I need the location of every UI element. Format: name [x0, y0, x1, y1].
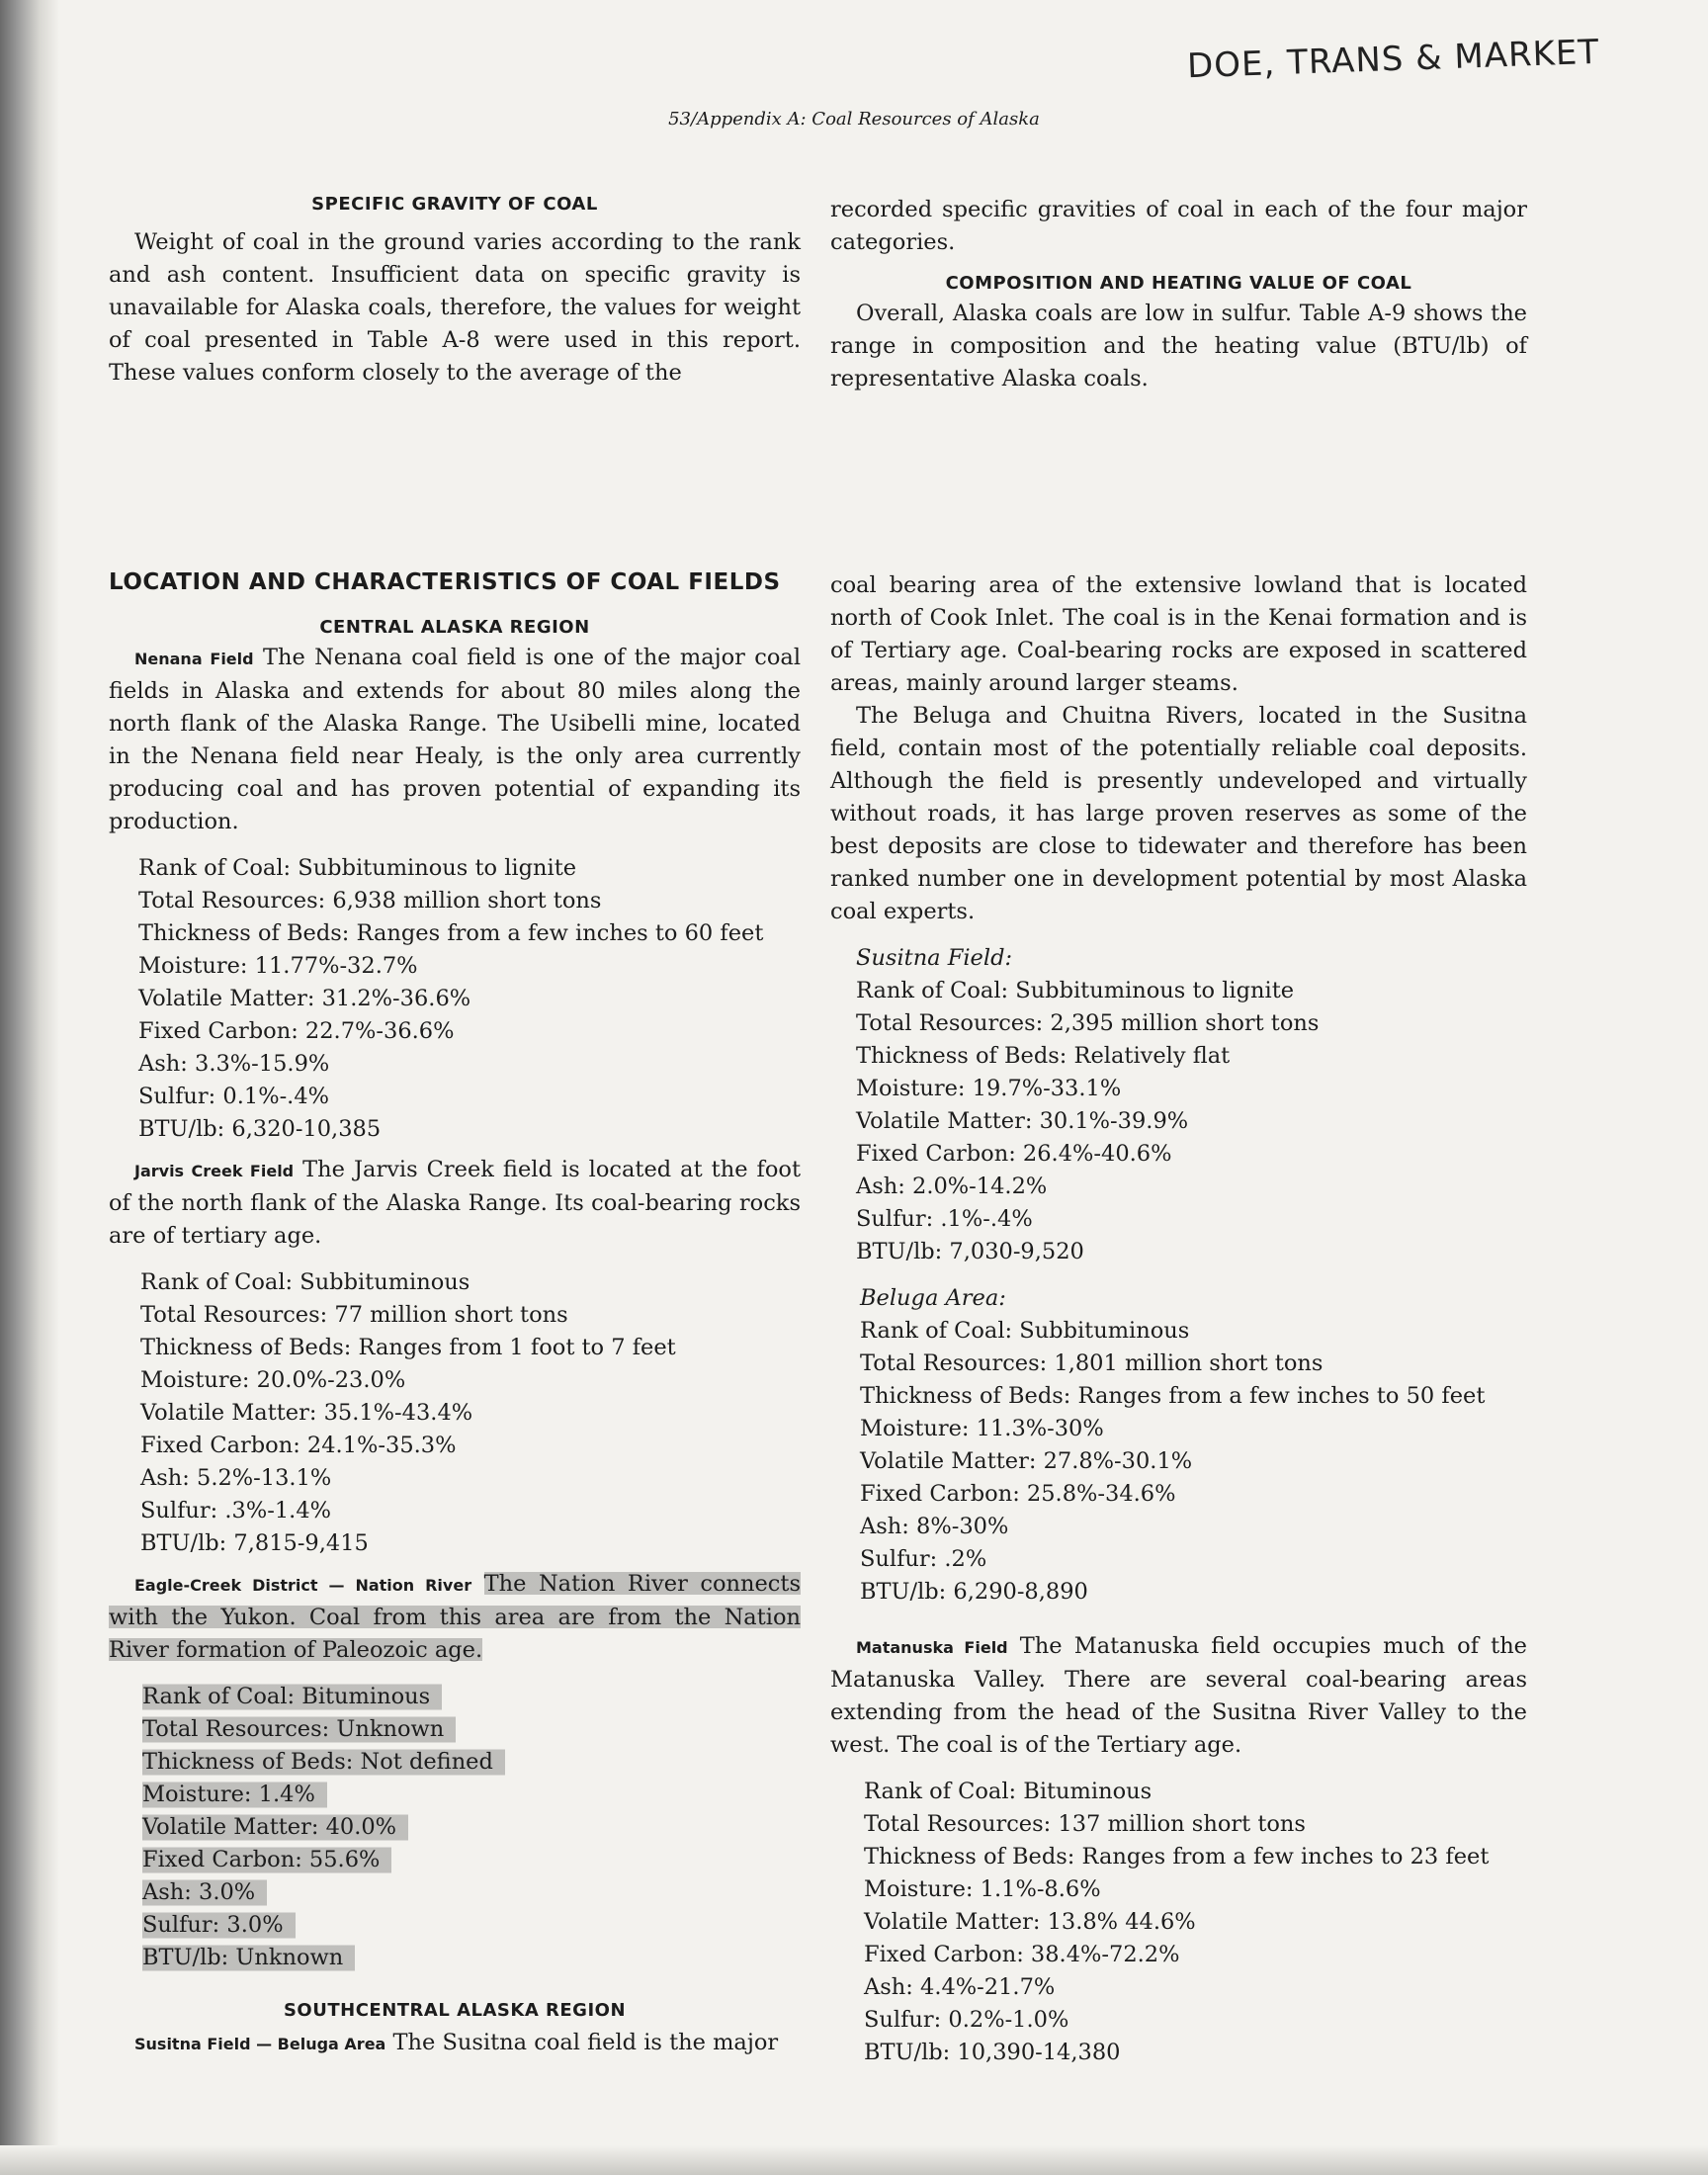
eagle-text: The Nation River connects with the Yukon. Coal from this area are from the Nation River formation of Paleozoic age.	[109, 1571, 802, 1663]
running-head: 53/Appendix A: Coal Resources of Alaska	[668, 109, 1040, 130]
matanuska-runin: Matanuska Field	[856, 1638, 1008, 1657]
list-item: Thickness of Beds: Not defined	[142, 1746, 801, 1779]
list-item: Total Resources: 1,801 million short tons	[860, 1350, 1324, 1376]
list-item: Rank of Coal: Subbituminous	[860, 1318, 1190, 1344]
susitna-intro-paragraph	[109, 2027, 801, 2060]
eagle-paragraph	[109, 1568, 801, 1667]
susitna-data-list	[856, 975, 1527, 1268]
list-item: BTU/lb: Unknown	[142, 1942, 801, 1974]
susitna-runin: Susitna Field — Beluga Area	[134, 2035, 386, 2053]
location-heading: LOCATION AND CHARACTERISTICS OF COAL FIELDS	[109, 569, 781, 595]
list-item: Thickness of Beds: Ranges from a few inches to 50 feet	[860, 1383, 1486, 1409]
list-item: Sulfur: 0.1%-.4%	[138, 1084, 330, 1109]
list-item: Thickness of Beds: Ranges from a few inches to 23 feet	[864, 1844, 1490, 1870]
list-item: Thickness of Beds: Ranges from 1 foot to 7 feet	[140, 1335, 676, 1360]
list-item: BTU/lb: 7,030-9,520	[856, 1239, 1084, 1264]
list-item: Thickness of Beds: Relatively flat	[856, 1043, 1231, 1069]
list-item: Moisture: 1.4%	[142, 1779, 801, 1811]
list-item: BTU/lb: 6,290-8,890	[860, 1579, 1088, 1605]
composition-paragraph: Overall, Alaska coals are low in sulfur. Table A-9 shows the range in composition and the heating value (BTU/lb) of representative Alaska coals.	[830, 301, 1527, 392]
beluga-area-title: Beluga Area:	[860, 1285, 1006, 1311]
specific-gravity-paragraph-continued: recorded specific gravities of coal in each of the four major categories.	[830, 197, 1527, 255]
nenana-runin: Nenana Field	[134, 650, 254, 668]
list-item: Volatile Matter: 31.2%-36.6%	[138, 986, 471, 1011]
list-item: Fixed Carbon: 55.6%	[142, 1844, 801, 1876]
list-item: Volatile Matter: 40.0%	[142, 1811, 801, 1844]
nenana-data-list	[138, 852, 801, 1146]
composition-heading: COMPOSITION AND HEATING VALUE OF COAL	[945, 273, 1412, 294]
list-item: Ash: 5.2%-13.1%	[140, 1465, 332, 1491]
list-item: Ash: 8%-30%	[860, 1514, 1009, 1539]
page-bottom-edge	[0, 2145, 1708, 2175]
list-item: BTU/lb: 6,320-10,385	[138, 1116, 382, 1142]
list-item: Fixed Carbon: 24.1%-35.3%	[140, 1433, 457, 1458]
handwritten-annotation: DOE, TRANS & MARKET	[1186, 32, 1600, 87]
jarvis-data-list	[140, 1266, 801, 1560]
list-item: Total Resources: Unknown	[142, 1713, 801, 1746]
list-item: Rank of Coal: Bituminous	[864, 1779, 1153, 1804]
beluga-chuitna-paragraph: The Beluga and Chuitna Rivers, located in the Susitna field, contain most of the potentially reliable coal deposits. Although the field is presently undeveloped and virtually without roads, it has large proven reserves as some of the best deposits are close to tidewater and therefore has been ranked number one in development potential by most Alaska coal experts.	[830, 703, 1527, 924]
list-item: Total Resources: 6,938 million short tons	[138, 888, 602, 914]
list-item: Moisture: 1.1%-8.6%	[864, 1876, 1101, 1902]
eagle-runin: Eagle-Creek District — Nation River	[134, 1576, 472, 1595]
list-item: Rank of Coal: Bituminous	[142, 1681, 801, 1713]
jarvis-runin: Jarvis Creek Field	[134, 1162, 295, 1180]
list-item: Total Resources: 137 million short tons	[864, 1811, 1306, 1837]
specific-gravity-section	[109, 194, 801, 390]
list-item: Fixed Carbon: 22.7%-36.6%	[138, 1018, 455, 1044]
list-item: Fixed Carbon: 26.4%-40.6%	[856, 1141, 1172, 1167]
list-item: Fixed Carbon: 25.8%-34.6%	[860, 1481, 1176, 1507]
list-item: Sulfur: .1%-.4%	[856, 1206, 1033, 1232]
specific-gravity-continued	[830, 194, 1527, 395]
list-item: Rank of Coal: Subbituminous to lignite	[138, 855, 577, 881]
list-item: Fixed Carbon: 38.4%-72.2%	[864, 1942, 1180, 1967]
list-item: Volatile Matter: 27.8%-30.1%	[860, 1448, 1193, 1474]
list-item: Moisture: 11.3%-30%	[860, 1416, 1104, 1441]
list-item: Sulfur: 0.2%-1.0%	[864, 2007, 1069, 2033]
list-item: Rank of Coal: Subbituminous	[140, 1269, 470, 1295]
specific-gravity-heading: SPECIFIC GRAVITY OF COAL	[311, 194, 598, 215]
list-item: Ash: 3.0%	[142, 1876, 801, 1909]
susitna-intro-text: The Susitna coal field is the major	[392, 2030, 779, 2055]
list-item: Volatile Matter: 35.1%-43.4%	[140, 1400, 473, 1426]
list-item: Ash: 3.3%-15.9%	[138, 1051, 330, 1077]
location-section-left	[109, 569, 801, 2060]
list-item: Sulfur: .2%	[860, 1546, 987, 1572]
list-item: Sulfur: .3%-1.4%	[140, 1498, 332, 1523]
list-item: Moisture: 19.7%-33.1%	[856, 1076, 1122, 1101]
list-item: Moisture: 11.77%-32.7%	[138, 953, 418, 979]
list-item: BTU/lb: 7,815-9,415	[140, 1530, 369, 1556]
matanuska-text: The Matanuska field occupies much of the Matanuska Valley. There are several coal-bearing areas extending from the head of the Susitna River Valley to the west. The coal is of the Tertiary age.	[830, 1633, 1527, 1758]
eagle-data-list	[142, 1681, 801, 1974]
specific-gravity-paragraph: Weight of coal in the ground varies according to the rank and ash content. Insufficient data on specific gravity is unavailable for Alaska coals, therefore, the values for weight of coal presented in Table A-8 were used in this report. These values conform closely to the average of the	[109, 229, 801, 386]
jarvis-text: The Jarvis Creek field is located at the foot of the north flank of the Alaska Range. Its coal-bearing rocks are of tertiary age.	[109, 1157, 801, 1249]
central-region-heading: CENTRAL ALASKA REGION	[319, 617, 590, 638]
jarvis-paragraph	[109, 1154, 801, 1253]
southcentral-region-heading: SOUTHCENTRAL ALASKA REGION	[283, 2000, 627, 2021]
list-item: Volatile Matter: 13.8% 44.6%	[864, 1909, 1196, 1935]
susitna-field-title: Susitna Field:	[856, 945, 1013, 971]
location-section-right	[830, 569, 1527, 2069]
nenana-text: The Nenana coal field is one of the major coal fields in Alaska and extends for about 80 miles along the north flank of the Alaska Range. The Usibelli mine, located in the Nenana field near Healy, is the only area currently producing coal and has proven potential of expanding its production.	[109, 645, 802, 834]
list-item: Total Resources: 77 million short tons	[140, 1302, 568, 1328]
beluga-data-list	[860, 1315, 1527, 1609]
matanuska-paragraph	[830, 1630, 1527, 1762]
matanuska-data-list	[864, 1776, 1527, 2069]
list-item: Ash: 2.0%-14.2%	[856, 1174, 1048, 1199]
list-item: BTU/lb: 10,390-14,380	[864, 2040, 1121, 2065]
list-item: Thickness of Beds: Ranges from a few inches to 60 feet	[138, 920, 764, 946]
list-item: Moisture: 20.0%-23.0%	[140, 1367, 406, 1393]
list-item: Volatile Matter: 30.1%-39.9%	[856, 1108, 1189, 1134]
list-item: Rank of Coal: Subbituminous to lignite	[856, 978, 1295, 1003]
nenana-paragraph	[109, 642, 801, 838]
binding-shadow	[0, 0, 59, 2175]
list-item: Total Resources: 2,395 million short tons	[856, 1010, 1320, 1036]
list-item: Sulfur: 3.0%	[142, 1909, 801, 1942]
list-item: Ash: 4.4%-21.7%	[864, 1974, 1056, 2000]
susitna-continued-paragraph: coal bearing area of the extensive lowland that is located north of Cook Inlet. The coal is in the Kenai formation and is of Tertiary age. Coal-bearing rocks are exposed in scattered areas, mainly around larger steams.	[830, 572, 1527, 696]
